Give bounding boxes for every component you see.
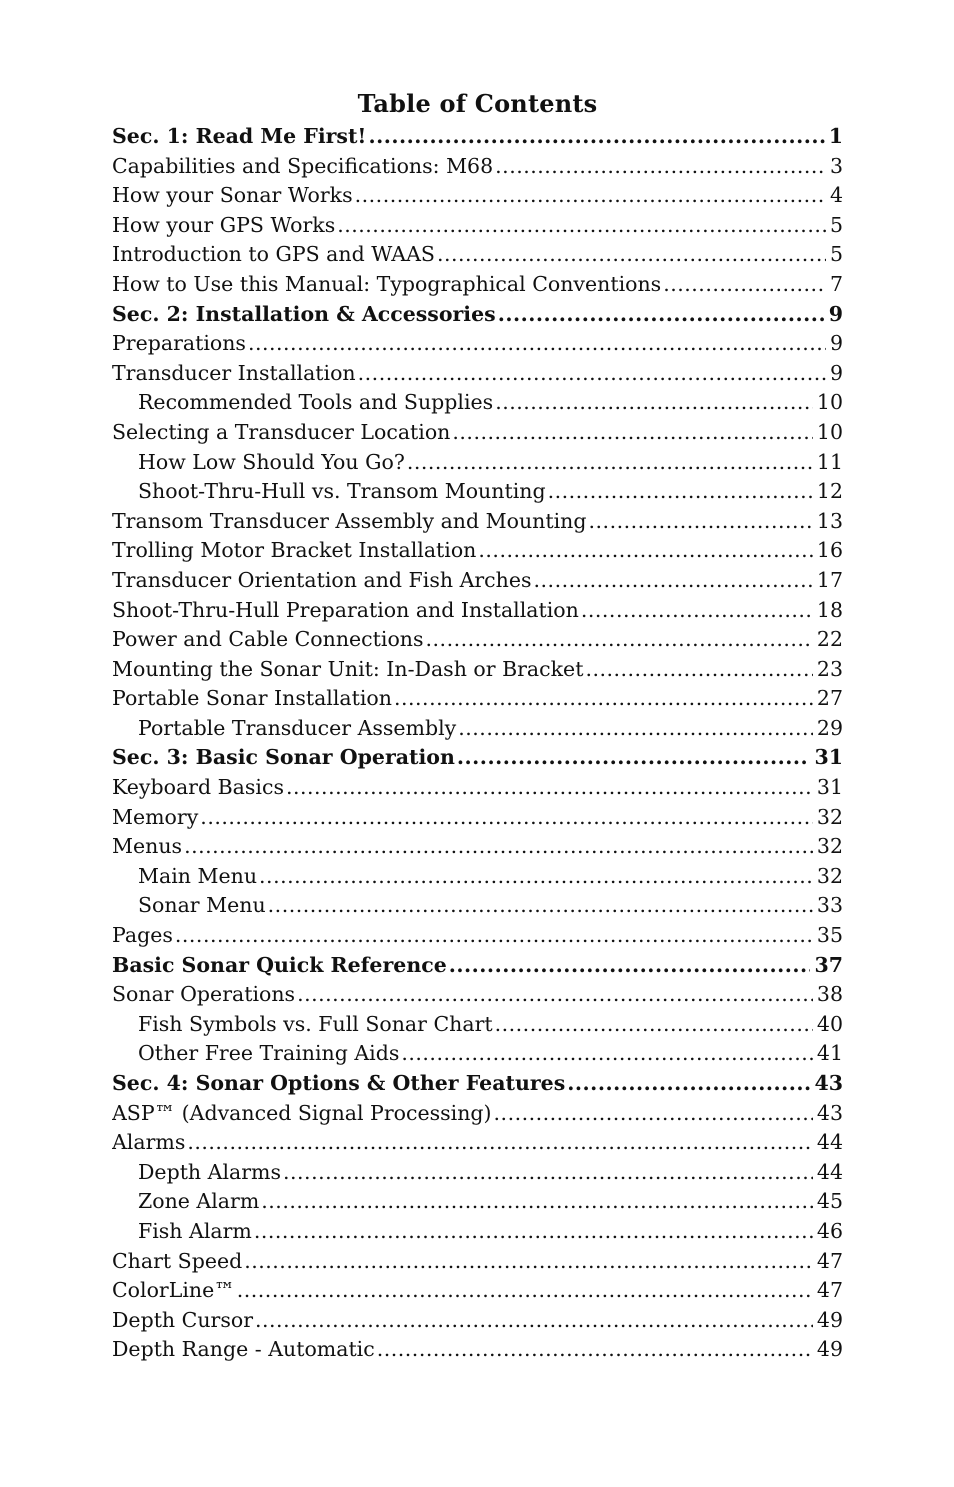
- toc-entry-page-number: 12: [816, 479, 843, 504]
- toc-entry-page-number: 27: [816, 686, 843, 711]
- dot-leader: [495, 1010, 813, 1040]
- toc-entry-label: Fish Alarm: [138, 1218, 252, 1243]
- toc-section-entry[interactable]: [112, 122, 843, 152]
- dot-leader: [449, 951, 811, 981]
- toc-entry[interactable]: [112, 803, 843, 833]
- toc-entry-page-number: 5: [829, 212, 843, 237]
- dot-leader: [255, 1306, 813, 1336]
- dot-leader: [244, 1247, 813, 1277]
- toc-entry[interactable]: [112, 507, 843, 537]
- toc-entry-page-number: 5: [829, 242, 843, 267]
- dot-leader: [457, 743, 811, 773]
- toc-entry-page-number: 41: [816, 1041, 843, 1066]
- toc-entry[interactable]: [112, 684, 843, 714]
- toc-entry-page-number: 44: [816, 1130, 843, 1155]
- toc-entry-page-number: 22: [816, 627, 843, 652]
- toc-subentry[interactable]: [112, 388, 843, 418]
- dot-leader: [259, 862, 813, 892]
- toc-subentry[interactable]: [112, 1039, 843, 1069]
- toc-entry[interactable]: [112, 1099, 843, 1129]
- dot-leader: [297, 980, 813, 1010]
- toc-entry-page-number: 46: [816, 1218, 843, 1243]
- toc-entry-label: How to Use this Manual: Typographical Conventions: [112, 271, 662, 296]
- toc-entry[interactable]: [112, 418, 843, 448]
- toc-entry[interactable]: [112, 625, 843, 655]
- toc-entry-label: Shoot-Thru-Hull Preparation and Installation: [112, 597, 579, 622]
- toc-subentry[interactable]: [112, 862, 843, 892]
- toc-entry[interactable]: [112, 921, 843, 951]
- toc-entry-label: Depth Alarms: [138, 1159, 281, 1184]
- toc-entry[interactable]: [112, 240, 843, 270]
- toc-entry-label: Sonar Menu: [138, 893, 266, 918]
- dot-leader: [534, 566, 813, 596]
- dot-leader: [175, 921, 813, 951]
- toc-entry-label: Mounting the Sonar Unit: In-Dash or Bracket: [112, 656, 584, 681]
- dot-leader: [286, 773, 813, 803]
- toc-entry-page-number: 31: [814, 745, 843, 770]
- toc-entry-page-number: 16: [816, 538, 843, 563]
- toc-entry-page-number: 9: [828, 301, 843, 326]
- toc-subentry[interactable]: [112, 891, 843, 921]
- toc-entry-page-number: 29: [816, 715, 843, 740]
- toc-entry-label: How Low Should You Go?: [138, 449, 405, 474]
- toc-entry[interactable]: [112, 1128, 843, 1158]
- toc-entry-page-number: 43: [814, 1071, 843, 1095]
- toc-entry[interactable]: [112, 270, 843, 300]
- toc-entry-page-number: 35: [816, 923, 843, 948]
- dot-leader: [478, 536, 813, 566]
- toc-entry-label: Fish Symbols vs. Full Sonar Chart: [138, 1011, 493, 1036]
- toc-entry[interactable]: [112, 211, 843, 241]
- toc-entry-label: Selecting a Transducer Location: [112, 419, 451, 444]
- toc-entry-page-number: 37: [814, 952, 843, 977]
- toc-entry-page-number: 45: [816, 1189, 843, 1214]
- dot-leader: [254, 1217, 813, 1247]
- toc-entry-page-number: 9: [829, 360, 843, 385]
- toc-entry-page-number: 33: [816, 893, 843, 918]
- dot-leader: [495, 152, 826, 182]
- toc-entry-label: Portable Transducer Assembly: [138, 715, 457, 740]
- toc-entry-label: Basic Sonar Quick Reference: [112, 952, 447, 977]
- dot-leader: [426, 625, 813, 655]
- toc-entry-label: Other Free Training Aids: [138, 1041, 400, 1066]
- dot-leader: [377, 1335, 813, 1365]
- toc-entry-label: Pages: [112, 923, 173, 948]
- dot-leader: [283, 1158, 813, 1188]
- toc-entry-label: Introduction to GPS and WAAS: [112, 242, 435, 267]
- toc-entry-page-number: 18: [816, 597, 843, 622]
- toc-subentry[interactable]: [112, 1158, 843, 1188]
- dot-leader: [337, 211, 826, 241]
- toc-entry-page-number: 32: [816, 834, 843, 859]
- dot-leader: [548, 477, 813, 507]
- toc-entry-label: ColorLine™: [112, 1278, 235, 1303]
- toc-entry-label: Capabilities and Specifications: M68: [112, 153, 494, 178]
- toc-entry-label: Recommended Tools and Supplies: [138, 390, 494, 415]
- dot-leader: [358, 359, 826, 389]
- dot-leader: [498, 300, 825, 330]
- toc-entry-page-number: 17: [816, 567, 843, 592]
- toc-entry-page-number: 10: [816, 419, 843, 444]
- toc-entry-page-number: 32: [816, 863, 843, 888]
- toc-title: Table of Contents: [357, 89, 598, 118]
- dot-leader: [407, 448, 813, 478]
- toc-entry[interactable]: [112, 536, 843, 566]
- toc-entry[interactable]: [112, 773, 843, 803]
- toc-entry-label: Depth Cursor: [112, 1307, 253, 1332]
- toc-entry-page-number: 31: [816, 775, 843, 800]
- dot-leader: [589, 507, 813, 537]
- dot-leader: [581, 596, 813, 626]
- toc-entry[interactable]: [112, 1306, 843, 1336]
- toc-entry[interactable]: [112, 359, 843, 389]
- toc-entry-label: Depth Range - Automatic: [112, 1337, 375, 1362]
- dot-leader: [495, 388, 813, 418]
- toc-entry[interactable]: [112, 1335, 843, 1365]
- toc-entry-page-number: 11: [816, 449, 843, 474]
- toc-section-entry[interactable]: [112, 1069, 843, 1099]
- toc-entry-label: Portable Sonar Installation: [112, 686, 392, 711]
- toc-entry-page-number: 43: [816, 1100, 843, 1125]
- toc-entry-page-number: 10: [816, 390, 843, 415]
- toc-entry-label: How your Sonar Works: [112, 183, 353, 208]
- toc-entry-page-number: 23: [816, 656, 843, 681]
- toc-subentry[interactable]: [112, 1217, 843, 1247]
- toc-entry-label: Preparations: [112, 331, 246, 356]
- toc-entry-page-number: 1: [828, 124, 843, 148]
- toc-entry[interactable]: [112, 596, 843, 626]
- toc-subentry[interactable]: [112, 448, 843, 478]
- toc-entry[interactable]: [112, 1247, 843, 1277]
- toc-entry[interactable]: [112, 152, 843, 182]
- toc-entry-page-number: 49: [816, 1307, 843, 1332]
- dot-leader: [355, 181, 826, 211]
- toc-entry-label: Transom Transducer Assembly and Mounting: [112, 508, 587, 533]
- toc-entry-label: How your GPS Works: [112, 212, 336, 237]
- dot-leader: [437, 240, 826, 270]
- toc-subentry[interactable]: [112, 1010, 843, 1040]
- toc-entry-label: Alarms: [112, 1130, 186, 1155]
- dot-leader: [268, 891, 813, 921]
- toc-entry-label: Sec. 2: Installation & Accessories: [112, 301, 496, 326]
- toc-entry-page-number: 47: [816, 1278, 843, 1303]
- dot-leader: [567, 1069, 810, 1099]
- toc-entry-page-number: 44: [816, 1159, 843, 1184]
- dot-leader: [237, 1276, 813, 1306]
- toc-entry-page-number: 7: [829, 271, 843, 296]
- toc-entry-label: Main Menu: [138, 863, 258, 888]
- toc-entry-page-number: 3: [829, 153, 843, 178]
- dot-leader: [368, 122, 824, 152]
- toc-section-entry[interactable]: [112, 743, 843, 773]
- toc-entry-label: Sonar Operations: [112, 982, 296, 1007]
- dot-leader: [200, 803, 813, 833]
- dot-leader: [458, 714, 813, 744]
- toc-entry-label: Memory: [112, 804, 199, 829]
- dot-leader: [261, 1187, 813, 1217]
- dot-leader: [585, 655, 812, 685]
- toc-entry-label: Transducer Orientation and Fish Arches: [112, 567, 532, 592]
- toc-entry-page-number: 4: [829, 183, 843, 208]
- toc-list: [112, 122, 843, 1365]
- toc-subentry[interactable]: [112, 714, 843, 744]
- toc-entry-page-number: 40: [816, 1011, 843, 1036]
- toc-entry-page-number: 32: [816, 804, 843, 829]
- toc-entry-label: Menus: [112, 834, 183, 859]
- toc-entry[interactable]: [112, 329, 843, 359]
- dot-leader: [184, 832, 813, 862]
- toc-entry[interactable]: [112, 655, 843, 685]
- toc-entry[interactable]: [112, 980, 843, 1010]
- toc-entry[interactable]: [112, 566, 843, 596]
- toc-entry-label: Chart Speed: [112, 1248, 243, 1273]
- toc-entry-label: Sec. 3: Basic Sonar Operation: [112, 745, 455, 770]
- toc-entry[interactable]: [112, 832, 843, 862]
- toc-entry-label: Zone Alarm: [138, 1189, 260, 1214]
- toc-subentry[interactable]: [112, 1187, 843, 1217]
- toc-entry-label: Transducer Installation: [112, 360, 356, 385]
- toc-entry[interactable]: [112, 181, 843, 211]
- toc-entry-label: ASP™ (Advanced Signal Processing): [112, 1100, 492, 1125]
- toc-entry-page-number: 38: [816, 982, 843, 1007]
- dot-leader: [248, 329, 826, 359]
- toc-entry-page-number: 13: [816, 508, 843, 533]
- toc-entry-label: Sec. 4: Sonar Options & Other Features: [112, 1071, 566, 1095]
- toc-section-entry[interactable]: [112, 300, 843, 330]
- toc-entry-label: Trolling Motor Bracket Installation: [112, 538, 477, 563]
- toc-entry-page-number: 9: [829, 331, 843, 356]
- toc-section-entry[interactable]: [112, 951, 843, 981]
- toc-entry-label: Power and Cable Connections: [112, 627, 424, 652]
- toc-page: [112, 88, 843, 1365]
- dot-leader: [401, 1039, 813, 1069]
- toc-entry-label: Keyboard Basics: [112, 775, 284, 800]
- toc-entry-label: Sec. 1: Read Me First!: [112, 124, 367, 148]
- toc-entry[interactable]: [112, 1276, 843, 1306]
- dot-leader: [494, 1099, 813, 1129]
- dot-leader: [663, 270, 826, 300]
- toc-entry-page-number: 47: [816, 1248, 843, 1273]
- toc-entry-label: Shoot-Thru-Hull vs. Transom Mounting: [138, 479, 546, 504]
- dot-leader: [394, 684, 813, 714]
- dot-leader: [187, 1128, 813, 1158]
- dot-leader: [452, 418, 813, 448]
- toc-subentry[interactable]: [112, 477, 843, 507]
- toc-entry-page-number: 49: [816, 1337, 843, 1362]
